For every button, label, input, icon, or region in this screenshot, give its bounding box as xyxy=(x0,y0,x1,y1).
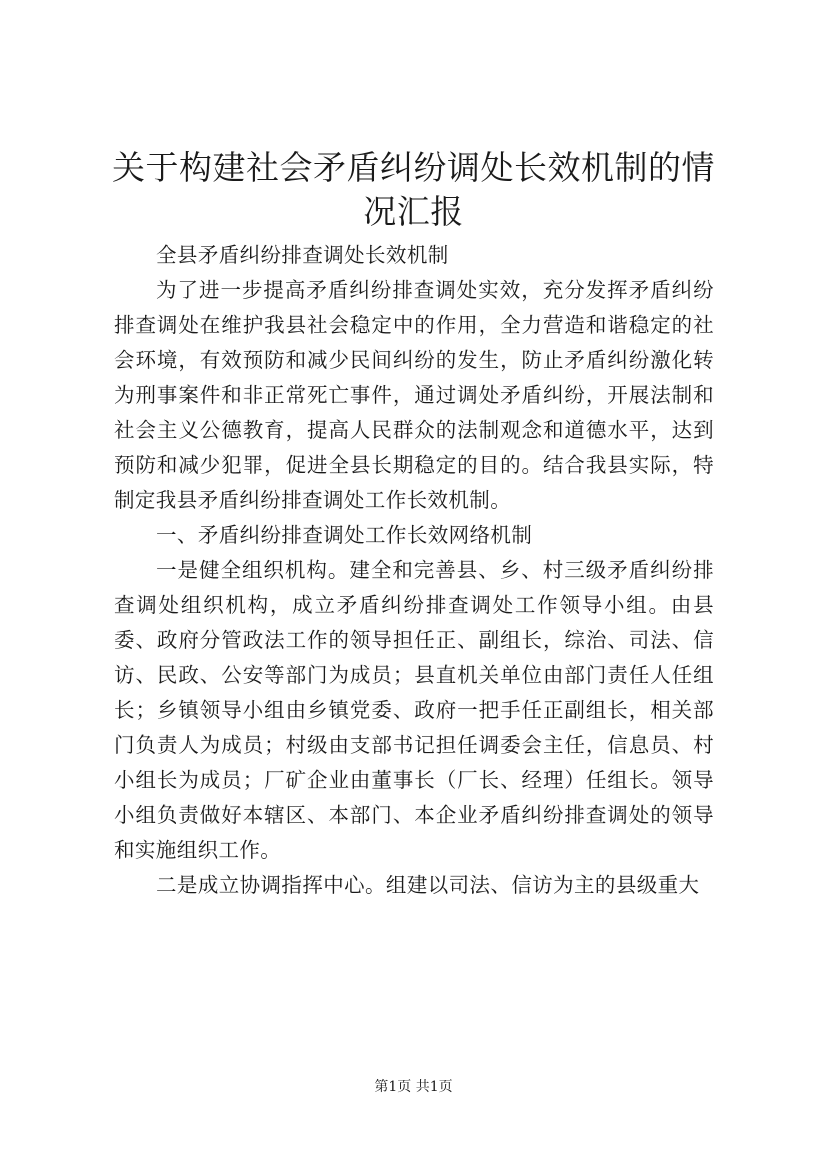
body-paragraph: 为了进一步提高矛盾纠纷排查调处实效，充分发挥矛盾纠纷排查调处在维护我县社会稳定中的作用，全力营造和谐稳定的社会环境，有效预防和减少民间纠纷的发生，防止矛盾纠纷激化转为刑事案件和非正常死亡事件，通过调处矛盾纠纷，开展法制和社会主义公德教育，提高人民群众的法制观念和道德水平，达到预防和减少犯罪，促进全县长期稳定的目的。结合我县实际，特制定我县矛盾纠纷排查调处工作长效机制。 xyxy=(114,278,714,512)
document-body xyxy=(114,238,714,903)
body-paragraph: 一是健全组织机构。建全和完善县、乡、村三级矛盾纠纷排查调处组织机构，成立矛盾纠纷排查调处工作领导小组。由县委、政府分管政法工作的领导担任正、副组长，综治、司法、信访、民政、公安等部门为成员；县直机关单位由部门责任人任组长；乡镇领导小组由乡镇党委、政府一把手任正副组长，相关部门负责人为成员；村级由支部书记担任调委会主任，信息员、村小组长为成员；厂矿企业由董事长（厂长、经理）任组长。领导小组负责做好本辖区、本部门、本企业矛盾纠纷排查调处的领导和实施组织工作。 xyxy=(114,558,714,862)
section-heading: 全县矛盾纠纷排查调处长效机制 xyxy=(156,243,449,267)
page-footer: 第1页 共1页 xyxy=(374,1079,453,1095)
document-title: 关于构建社会矛盾纠纷调处长效机制的情况汇报 xyxy=(112,148,715,231)
body-paragraph: 二是成立协调指挥中心。组建以司法、信访为主的县级重大 xyxy=(156,873,700,897)
section-heading: 一、矛盾纠纷排查调处工作长效网络机制 xyxy=(156,523,533,547)
